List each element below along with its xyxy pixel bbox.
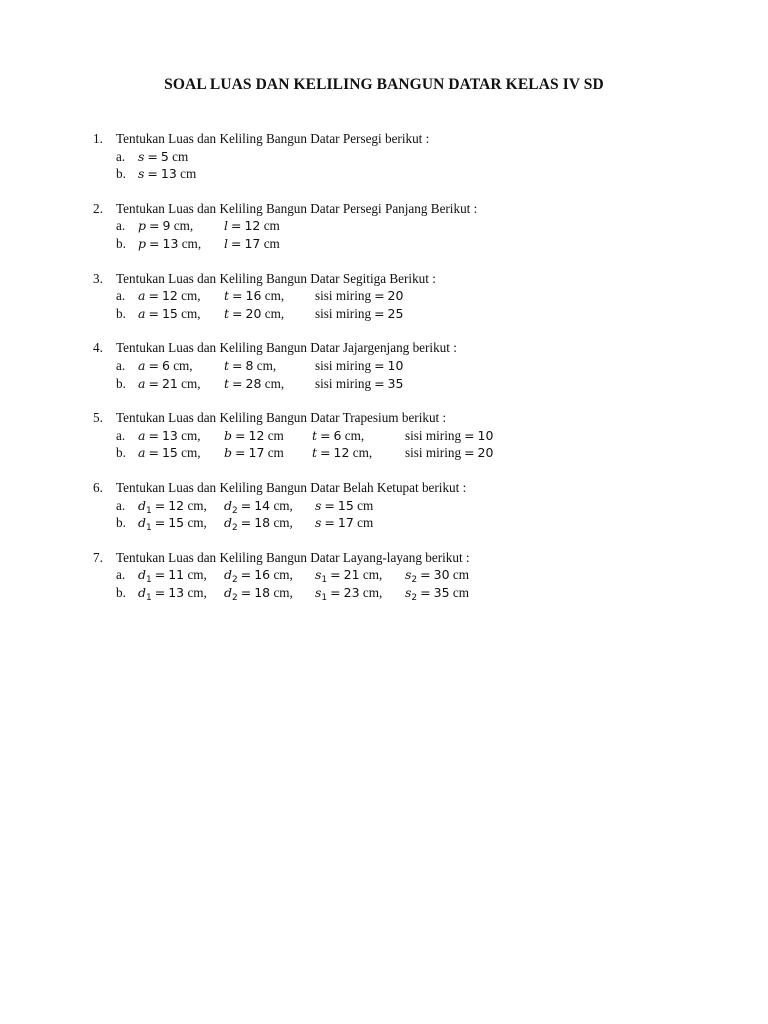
value-unit: cm, (184, 497, 207, 513)
value-unit: cm, (270, 584, 293, 600)
value-number: 6 (333, 427, 342, 443)
value-label: sisi miring (315, 357, 372, 373)
variable-symbol: s (315, 515, 322, 531)
value-number: 30 (433, 567, 450, 583)
variable-symbol: s (315, 584, 322, 600)
option-row (93, 566, 733, 584)
value-unit: cm, (359, 567, 383, 583)
value-label: sisi miring (405, 427, 462, 443)
option-row (93, 148, 733, 166)
value-number: 6 (161, 357, 170, 373)
option-value (315, 497, 373, 515)
question-item (93, 270, 733, 323)
value-number: 21 (161, 375, 178, 391)
equals-sign: = (147, 166, 158, 182)
value-unit: cm (353, 515, 374, 531)
value-label: sisi miring (315, 305, 372, 321)
option-value (315, 357, 403, 375)
equals-sign: = (148, 427, 159, 443)
equals-sign: = (240, 584, 252, 600)
option-value (315, 375, 403, 393)
option-label: a. (116, 497, 126, 513)
option-value (138, 584, 207, 605)
question-number: 3. (93, 270, 103, 286)
value-number: 13 (162, 235, 179, 251)
variable-symbol: t (224, 288, 230, 304)
value-unit: cm, (270, 567, 293, 583)
value-number: 13 (168, 584, 185, 600)
value-number: 14 (254, 497, 271, 513)
value-number: 16 (245, 288, 262, 304)
value-number: 23 (343, 584, 360, 600)
value-number: 25 (387, 305, 404, 321)
option-label: a. (116, 567, 126, 583)
option-value (138, 235, 201, 253)
value-number: 17 (248, 445, 265, 461)
value-number: 18 (254, 515, 271, 531)
question-header (93, 479, 733, 497)
variable-symbol: d (224, 584, 233, 600)
value-unit: cm, (177, 305, 201, 321)
value-number: 16 (254, 567, 271, 583)
variable-subscript: 2 (232, 575, 238, 586)
option-value (224, 235, 280, 253)
equals-sign: = (232, 288, 243, 304)
value-number: 28 (245, 375, 262, 391)
option-row (93, 217, 733, 235)
option-label: b. (116, 305, 126, 321)
option-label: b. (116, 445, 126, 461)
value-number: 21 (343, 567, 360, 583)
question-item (93, 409, 733, 462)
equals-sign: = (154, 515, 166, 531)
option-value (405, 444, 493, 462)
equals-sign: = (464, 445, 475, 461)
page-title: SOAL LUAS DAN KELILING BANGUN DATAR KELAS IV SD (164, 76, 604, 93)
variable-symbol: s (315, 567, 322, 583)
variable-subscript: 2 (232, 523, 238, 534)
equals-sign: = (235, 427, 246, 443)
question-text: Tentukan Luas dan Keliling Bangun Datar Jajargenjang berikut : (116, 340, 457, 356)
question-number: 7. (93, 549, 103, 565)
variable-subscript: 2 (232, 592, 238, 603)
value-number: 9 (162, 218, 171, 234)
value-number: 20 (245, 305, 262, 321)
equals-sign: = (320, 445, 331, 461)
question-number: 4. (93, 340, 103, 356)
value-number: 13 (160, 166, 177, 182)
option-row (93, 165, 733, 183)
value-unit: cm (449, 567, 469, 583)
value-number: 20 (387, 288, 404, 304)
question-number: 5. (93, 410, 103, 426)
variable-symbol: l (224, 235, 228, 251)
variable-symbol: p (138, 235, 147, 251)
variable-symbol: d (138, 567, 147, 583)
equals-sign: = (320, 427, 331, 443)
value-unit: cm (168, 148, 189, 164)
option-value (138, 287, 201, 305)
value-number: 12 (244, 218, 261, 234)
option-value (312, 444, 372, 462)
value-number: 15 (161, 445, 178, 461)
value-unit: cm, (184, 567, 207, 583)
option-value (405, 584, 469, 605)
equals-sign: = (240, 515, 252, 531)
question-item (93, 549, 733, 602)
question-header (93, 409, 733, 427)
value-unit: cm (449, 584, 469, 600)
variable-symbol: s (405, 584, 412, 600)
value-number: 35 (433, 584, 450, 600)
option-value (224, 427, 284, 445)
equals-sign: = (420, 567, 431, 583)
variable-symbol: s (138, 148, 145, 164)
value-unit: cm, (177, 375, 201, 391)
option-row (93, 305, 733, 323)
value-unit: cm, (261, 305, 285, 321)
variable-symbol: a (138, 305, 146, 321)
option-value (315, 287, 403, 305)
option-value (138, 357, 193, 375)
variable-subscript: 1 (146, 523, 152, 534)
option-label: a. (116, 288, 126, 304)
option-label: b. (116, 515, 126, 531)
value-unit: cm, (177, 445, 201, 461)
option-row (93, 287, 733, 305)
question-header (93, 339, 733, 357)
equals-sign: = (240, 497, 252, 513)
variable-symbol: d (138, 515, 147, 531)
option-label: b. (116, 584, 126, 600)
option-label: a. (116, 357, 126, 373)
value-unit: cm, (359, 584, 383, 600)
variable-symbol: p (138, 218, 147, 234)
option-value (312, 427, 364, 445)
variable-symbol: s (315, 497, 322, 513)
variable-symbol: d (138, 497, 147, 513)
value-number: 13 (161, 427, 178, 443)
option-value (224, 514, 293, 535)
variable-symbol: b (224, 445, 233, 461)
value-unit: cm, (341, 427, 365, 443)
equals-sign: = (330, 567, 341, 583)
equals-sign: = (148, 357, 159, 373)
question-item (93, 130, 733, 183)
variable-symbol: d (224, 567, 233, 583)
variable-symbol: a (138, 427, 146, 443)
equals-sign: = (232, 357, 243, 373)
variable-subscript: 1 (146, 505, 152, 516)
value-unit: cm (353, 497, 374, 513)
equals-sign: = (149, 235, 160, 251)
value-number: 15 (337, 497, 354, 513)
option-label: b. (116, 235, 126, 251)
question-text: Tentukan Luas dan Keliling Bangun Datar Belah Ketupat berikut : (116, 479, 467, 495)
value-number: 17 (337, 515, 354, 531)
option-value (315, 305, 403, 323)
equals-sign: = (235, 445, 246, 461)
value-number: 12 (168, 497, 185, 513)
value-number: 35 (387, 375, 404, 391)
variable-symbol: t (224, 357, 230, 373)
value-number: 20 (477, 445, 494, 461)
option-value (224, 305, 284, 323)
option-value (224, 584, 293, 605)
equals-sign: = (149, 218, 160, 234)
variable-symbol: l (224, 218, 228, 234)
question-list (93, 130, 733, 618)
value-unit: cm, (270, 515, 293, 531)
value-unit: cm, (261, 288, 285, 304)
variable-symbol: a (138, 445, 146, 461)
value-number: 12 (333, 445, 350, 461)
value-unit: cm, (177, 288, 201, 304)
variable-subscript: 1 (321, 592, 328, 603)
equals-sign: = (148, 305, 159, 321)
option-row (93, 584, 733, 602)
question-header (93, 130, 733, 148)
equals-sign: = (232, 375, 243, 391)
option-value (224, 357, 276, 375)
option-value (224, 287, 284, 305)
variable-subscript: 1 (146, 575, 152, 586)
option-row (93, 497, 733, 515)
option-value (138, 165, 196, 183)
option-value (138, 514, 207, 535)
option-row (93, 357, 733, 375)
option-value (405, 427, 493, 445)
equals-sign: = (374, 357, 385, 373)
variable-subscript: 1 (321, 575, 328, 586)
value-number: 5 (160, 148, 169, 164)
question-item (93, 339, 733, 392)
value-number: 18 (254, 584, 271, 600)
option-value (224, 375, 284, 393)
value-unit: cm (264, 427, 284, 443)
question-header (93, 549, 733, 567)
option-label: a. (116, 148, 126, 164)
option-row (93, 444, 733, 462)
value-unit: cm, (270, 497, 293, 513)
variable-subscript: 2 (411, 592, 418, 603)
value-label: sisi miring (405, 445, 462, 461)
equals-sign: = (148, 445, 159, 461)
value-unit: cm, (178, 235, 202, 251)
variable-symbol: s (405, 567, 412, 583)
question-header (93, 270, 733, 288)
option-value (315, 514, 373, 532)
variable-symbol: s (138, 166, 145, 182)
equals-sign: = (420, 584, 431, 600)
equals-sign: = (374, 288, 385, 304)
equals-sign: = (240, 567, 252, 583)
variable-subscript: 2 (232, 505, 238, 516)
question-item (93, 200, 733, 253)
option-value (138, 444, 201, 462)
question-number: 1. (93, 131, 103, 146)
value-unit: cm, (349, 445, 373, 461)
option-label: b. (116, 166, 126, 182)
option-row (93, 514, 733, 532)
value-number: 10 (387, 357, 404, 373)
value-number: 12 (248, 427, 265, 443)
option-value (138, 427, 201, 445)
variable-symbol: a (138, 375, 146, 391)
variable-symbol: b (224, 427, 233, 443)
value-number: 11 (168, 567, 185, 583)
option-value (138, 148, 188, 166)
value-number: 10 (477, 427, 494, 443)
value-label: sisi miring (315, 375, 372, 391)
equals-sign: = (154, 584, 166, 600)
equals-sign: = (148, 375, 159, 391)
option-value (315, 584, 382, 605)
variable-subscript: 1 (146, 592, 152, 603)
option-label: b. (116, 375, 126, 391)
option-label: a. (116, 218, 126, 234)
variable-symbol: a (138, 288, 146, 304)
value-unit: cm (260, 235, 280, 251)
value-number: 8 (245, 357, 254, 373)
value-unit: cm, (253, 357, 277, 373)
equals-sign: = (330, 584, 341, 600)
value-number: 12 (161, 288, 178, 304)
variable-symbol: t (224, 305, 230, 321)
equals-sign: = (231, 235, 242, 251)
value-unit: cm, (169, 357, 193, 373)
variable-symbol: a (138, 357, 146, 373)
option-value (138, 375, 201, 393)
value-unit: cm, (184, 515, 207, 531)
equals-sign: = (324, 497, 335, 513)
variable-symbol: t (312, 445, 318, 461)
option-label: a. (116, 427, 126, 443)
question-text: Tentukan Luas dan Keliling Bangun Datar Persegi berikut : (116, 131, 430, 146)
value-unit: cm (260, 218, 280, 234)
question-header (93, 200, 733, 218)
question-item (93, 479, 733, 532)
variable-symbol: t (224, 375, 230, 391)
value-unit: cm, (184, 584, 207, 600)
equals-sign: = (154, 497, 166, 513)
equals-sign: = (374, 375, 385, 391)
option-row (93, 427, 733, 445)
value-unit: cm, (177, 427, 201, 443)
value-number: 15 (168, 515, 185, 531)
question-number: 6. (93, 479, 103, 495)
value-unit: cm (264, 445, 284, 461)
option-value (224, 217, 280, 235)
variable-subscript: 2 (411, 575, 418, 586)
option-value (138, 217, 193, 235)
variable-symbol: t (312, 427, 318, 443)
value-unit: cm, (170, 218, 194, 234)
equals-sign: = (231, 218, 242, 234)
question-text: Tentukan Luas dan Keliling Bangun Datar Segitiga Berikut : (116, 270, 436, 286)
question-text: Tentukan Luas dan Keliling Bangun Datar Trapesium berikut : (116, 410, 447, 426)
variable-symbol: d (224, 497, 233, 513)
option-value (224, 444, 284, 462)
question-text: Tentukan Luas dan Keliling Bangun Datar Persegi Panjang Berikut : (116, 200, 478, 216)
equals-sign: = (374, 305, 385, 321)
equals-sign: = (148, 288, 159, 304)
option-value (138, 305, 201, 323)
equals-sign: = (464, 427, 475, 443)
equals-sign: = (324, 515, 335, 531)
value-number: 17 (244, 235, 261, 251)
value-label: sisi miring (315, 288, 372, 304)
value-unit: cm, (261, 375, 285, 391)
question-number: 2. (93, 200, 103, 216)
value-number: 15 (161, 305, 178, 321)
value-unit: cm (176, 166, 197, 182)
equals-sign: = (147, 148, 158, 164)
option-row (93, 235, 733, 253)
equals-sign: = (232, 305, 243, 321)
variable-symbol: d (224, 515, 233, 531)
variable-symbol: d (138, 584, 147, 600)
equals-sign: = (154, 567, 166, 583)
option-row (93, 375, 733, 393)
question-text: Tentukan Luas dan Keliling Bangun Datar Layang-layang berikut : (116, 549, 470, 565)
